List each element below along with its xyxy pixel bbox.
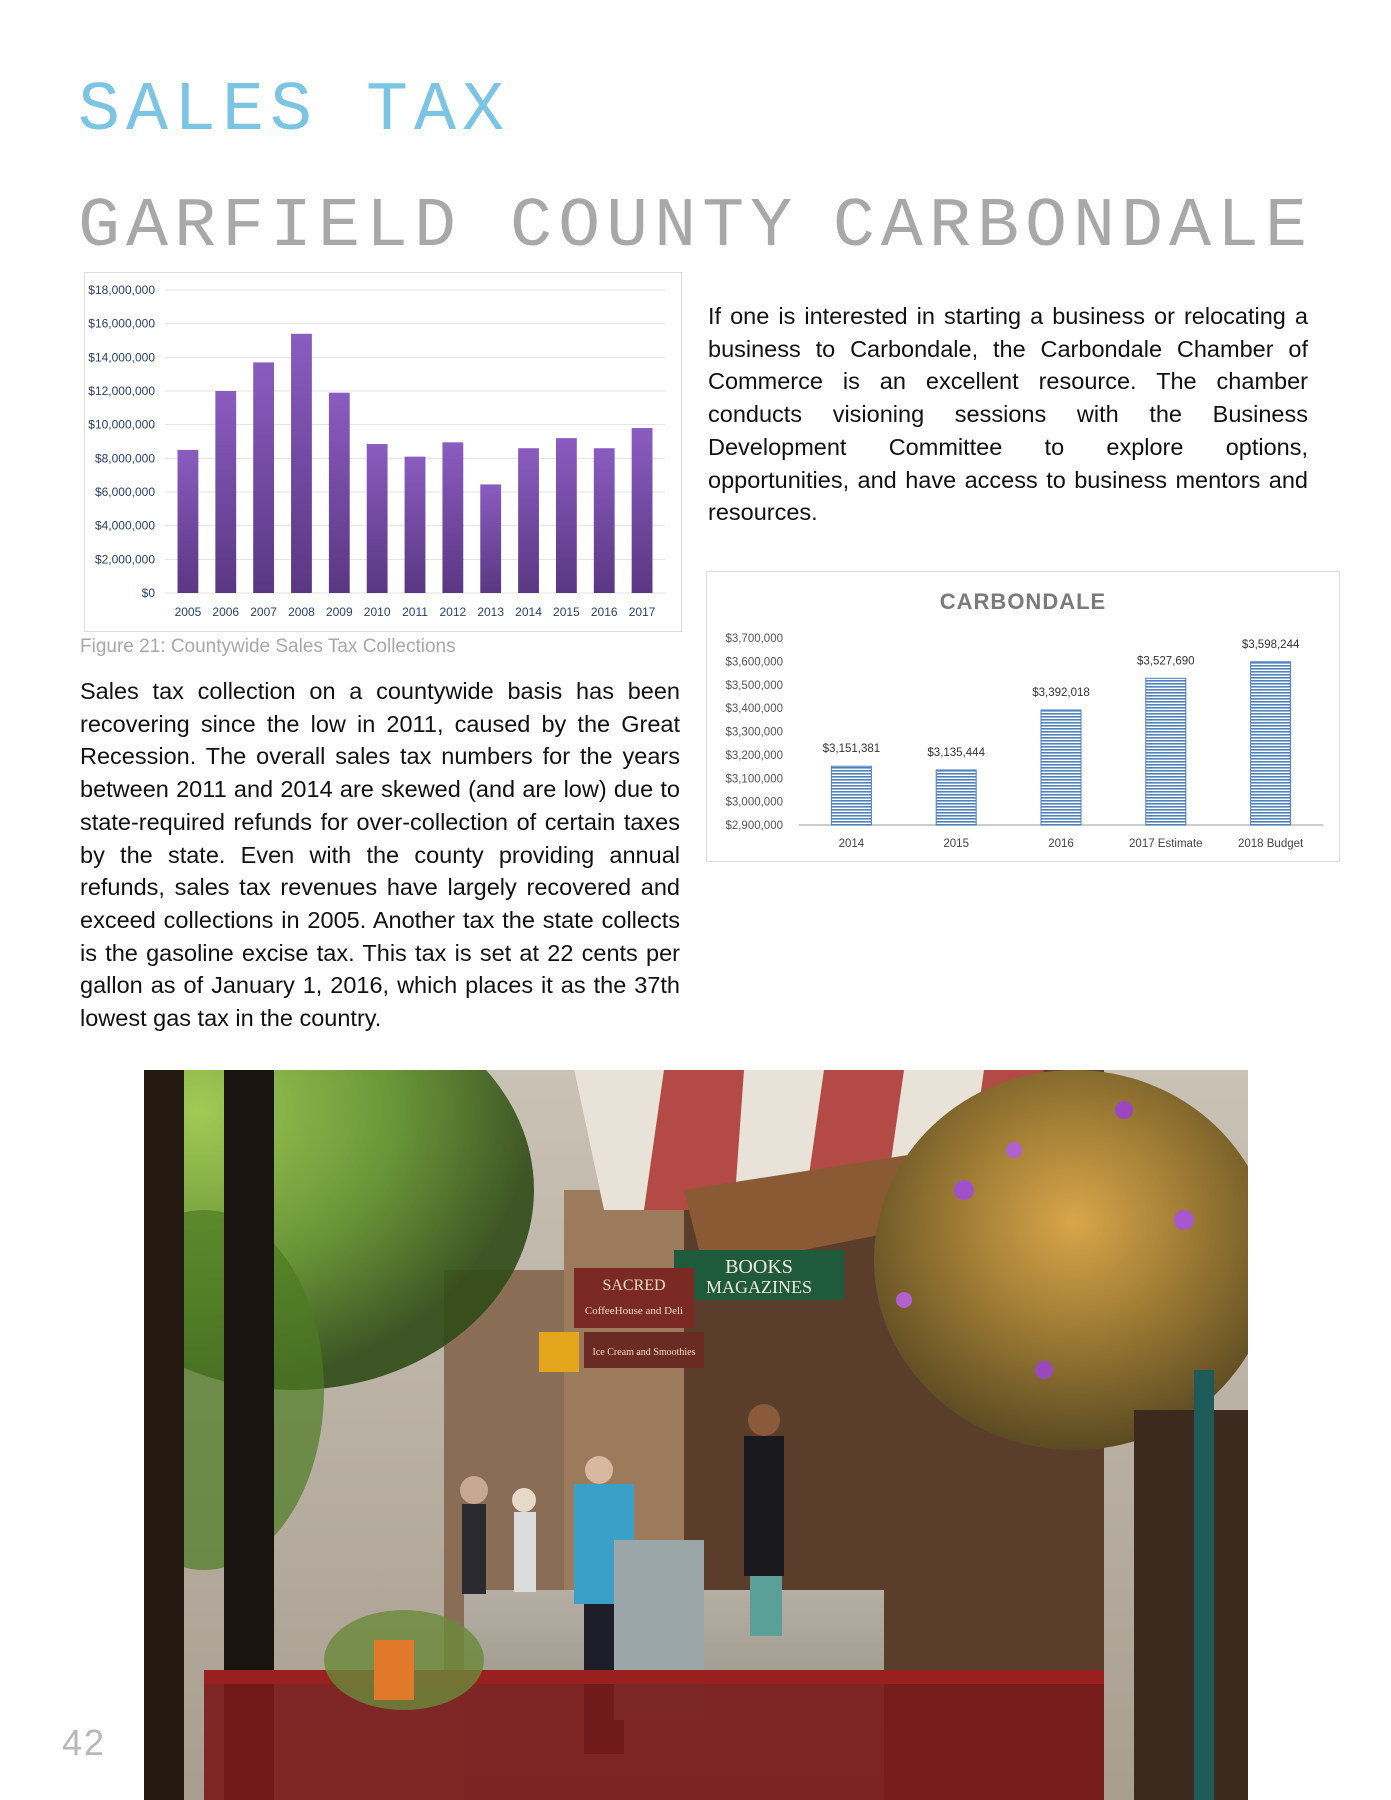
- garfield-sales-tax-chart: [84, 272, 682, 632]
- garfield-x-tick-label: 2014: [515, 605, 542, 619]
- svg-text:Ice Cream and Smoothies: Ice Cream and Smoothies: [592, 1347, 696, 1358]
- carbondale-bar-2016: [1041, 710, 1081, 825]
- carbondale-bar-2018-budget: [1251, 662, 1291, 825]
- carbondale-bar-2015: [936, 770, 976, 825]
- garfield-bar-2016: [594, 448, 615, 593]
- garfield-y-tick-label: $0: [141, 586, 155, 600]
- carbondale-x-tick-label: 2015: [943, 838, 969, 850]
- svg-text:BOOKS: BOOKS: [725, 1256, 793, 1278]
- garfield-y-tick-label: $14,000,000: [88, 350, 155, 365]
- garfield-y-tick-label: $8,000,000: [94, 451, 155, 466]
- carbondale-x-tick-label: 2016: [1048, 838, 1074, 850]
- figure-caption: Figure 21: Countywide Sales Tax Collections: [80, 636, 456, 657]
- garfield-bar-2005: [178, 450, 199, 593]
- carbondale-chart-svg: [707, 572, 1339, 861]
- garfield-county-heading: GARFIELD COUNTY: [78, 188, 799, 267]
- carbondale-x-tick-label: 2017 Estimate: [1129, 838, 1203, 850]
- svg-text:CoffeeHouse and Deli: CoffeeHouse and Deli: [584, 1305, 684, 1317]
- countywide-sales-tax-paragraph: Sales tax collection on a countywide basis has been recovering since the low in 2011, caused by the Great Recession. The overall sales tax numbers for the years between 2011 and 2014 are skewed (and are low) due to state-required refunds for over-collection of certain taxes by the state. Even with the county providing annual refunds, sales tax revenues have largely recovered and exceed collections in 2005. Another tax the state collects is the gasoline excise tax. This tax is set at 22 cents per gallon as of January 1, 2016, which places it as the 37th lowest gas tax in the country.: [80, 678, 680, 1032]
- carbondale-y-tick-label: $3,400,000: [725, 703, 783, 716]
- street-scene-image: [144, 1070, 1248, 1800]
- carbondale-y-tick-label: $3,000,000: [725, 796, 783, 809]
- carbondale-chart-title: CARBONDALE: [939, 589, 1107, 614]
- svg-text:SACRED: SACRED: [602, 1277, 666, 1294]
- garfield-x-tick-label: 2015: [553, 605, 580, 619]
- garfield-bar-2006: [215, 391, 236, 593]
- carbondale-y-tick-label: $3,300,000: [725, 726, 783, 739]
- garfield-y-tick-label: $2,000,000: [94, 552, 155, 567]
- page-title: SALES TAX: [78, 72, 511, 151]
- carbondale-bar-2014: [831, 766, 871, 825]
- garfield-chart-svg: [85, 273, 681, 631]
- carbondale-x-tick-label: 2014: [838, 838, 865, 850]
- garfield-y-tick-label: $4,000,000: [94, 518, 155, 533]
- carbondale-y-tick-label: $2,900,000: [725, 820, 783, 832]
- garfield-bar-2008: [291, 334, 312, 593]
- garfield-x-tick-label: 2006: [212, 605, 240, 619]
- garfield-x-tick-label: 2005: [174, 605, 202, 619]
- svg-text:MAGAZINES: MAGAZINES: [706, 1277, 812, 1297]
- garfield-x-tick-label: 2009: [325, 605, 353, 619]
- carbondale-chamber-paragraph: If one is interested in starting a business or relocating a business to Carbondale, the Carbondale Chamber of Commerce is an excellent resource. The chamber conducts visioning sessions with the Business Development Committee to explore options, opportunities, and have access to business mentors and resources.: [708, 303, 1308, 526]
- garfield-bar-2012: [442, 442, 463, 593]
- garfield-bar-2017: [632, 428, 653, 593]
- carbondale-data-label: $3,151,381: [822, 743, 881, 756]
- carbondale-y-tick-label: $3,200,000: [725, 749, 783, 762]
- garfield-y-tick-label: $6,000,000: [94, 485, 155, 499]
- garfield-bar-2007: [253, 362, 274, 593]
- garfield-x-tick-label: 2012: [439, 605, 467, 619]
- garfield-x-tick-label: 2017: [628, 605, 656, 619]
- carbondale-data-label: $3,392,018: [1032, 686, 1090, 699]
- garfield-x-tick-label: 2013: [477, 605, 505, 619]
- garfield-x-tick-label: 2016: [590, 605, 618, 619]
- garfield-y-tick-label: $10,000,000: [88, 417, 155, 432]
- carbondale-data-label: $3,598,244: [1241, 638, 1300, 651]
- garfield-bar-2013: [480, 484, 501, 593]
- garfield-x-tick-label: 2007: [250, 605, 277, 619]
- garfield-bar-2014: [518, 448, 539, 593]
- carbondale-x-tick-label: 2018 Budget: [1237, 838, 1304, 850]
- garfield-y-tick-label: $18,000,000: [88, 283, 155, 297]
- garfield-bar-2010: [367, 444, 388, 593]
- garfield-x-tick-label: 2011: [402, 605, 428, 619]
- carbondale-data-label: $3,527,690: [1137, 655, 1195, 668]
- garfield-bar-2015: [556, 438, 577, 593]
- garfield-y-tick-label: $12,000,000: [88, 384, 155, 398]
- downtown-street-photo: [144, 1070, 1248, 1800]
- page-number: 42: [62, 1722, 107, 1763]
- garfield-x-tick-label: 2008: [288, 605, 315, 619]
- garfield-y-tick-label: $16,000,000: [88, 316, 155, 331]
- garfield-bar-2011: [405, 457, 426, 593]
- carbondale-sales-tax-chart: [706, 571, 1340, 862]
- garfield-bar-2009: [329, 393, 350, 593]
- carbondale-heading: CARBONDALE: [832, 188, 1313, 267]
- carbondale-bar-2017-estimate: [1146, 678, 1186, 825]
- carbondale-y-tick-label: $3,600,000: [725, 656, 783, 669]
- carbondale-y-tick-label: $3,700,000: [725, 633, 783, 645]
- carbondale-y-tick-label: $3,500,000: [725, 679, 783, 692]
- carbondale-y-tick-label: $3,100,000: [725, 773, 783, 786]
- carbondale-data-label: $3,135,444: [927, 746, 985, 759]
- garfield-x-tick-label: 2010: [363, 605, 391, 619]
